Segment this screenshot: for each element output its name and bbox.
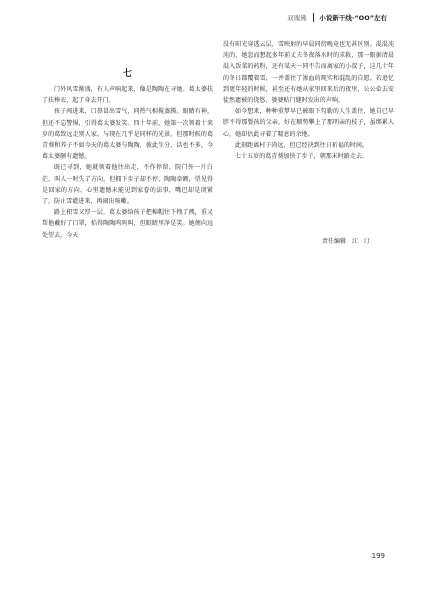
author-name: 双瑰佛: [287, 14, 307, 22]
left-column: [42, 84, 213, 241]
header-divider: [313, 13, 314, 22]
paragraph: 如今想来，种种重梦早已被眼下勾勒的人生盖住，她自已早胖不得那婴孩的父亲，好在顺势攀上了那明亲的枝子，虽绑累人心，她却估此寻着了喘息的余地。: [223, 108, 394, 138]
page-number: 199: [371, 552, 385, 560]
paragraph: 门外风雪渐盛，有人声响起来，像是陶陶在寻她。葛太婆扶了扶棒衣，起了身去开门。: [42, 86, 213, 105]
paragraph: 既已寻到，她就领着他往出走，不作停留。院门外一片白茫，叫人一时失了方向，但拥下步子却不停，陶陶牵额，望见得是回家的方向。心里遗憾未能见到家眷的法事，嘴巴却是闭紧了，防止雪灌进来，再闹出咳嗽。: [42, 164, 213, 206]
right-column: [223, 39, 394, 162]
column-title: 小说新干线·“OO”左右: [319, 14, 387, 22]
paragraph: 此刻距离村子尚远，但已经抉到往日祈福的时间。: [235, 141, 369, 149]
chapter-heading: 七: [122, 69, 132, 79]
paragraph-continued: 没有阳光穿透云层，雪映射的早晨同傍晚竟也无甚区别。混混沌沌的，她忽而想起多年前丈夫冬夜落水时的求救，那一眼据清晨混入饭菜的药粉，还有某天一同不告而离家的小叔子，这几十年的冬日都覆着雪，一并盖住了渗血的现实和混乱的自愿。若追忆到更年轻的时候，甚至还有她从家里回来后的夜里，公公牵去安徒然遗被的侥悠，婆婆贴门缝时发出的声响。: [223, 41, 394, 105]
paragraph: 七十五岁的葛青葵加快了步子，朝那未时路走去。: [235, 153, 369, 161]
paragraph: 孩子闯进来，口鼻冒出雪气，同热气相搅蒸腾。眼睛有神，但还不忘警惕，引得葛太婆发笑。四十年前，她第一次领着十来岁的葛致远走别人家，与现在几乎是同样的光景。但那时候的葛青葵和养子不如今天的葛太婆与陶陶，彼此生分，话也不多，今葛太婆颇有遗憾。: [42, 108, 213, 161]
running-header: [287, 13, 387, 22]
paragraph: 路上积雪又厚一层，葛太婆给孩子把棉帽往下拽了拽，重又帮他戴好了口罩，掐得陶陶呜呜叫，但眼睛里净是笑。她便向远处望去，今天: [42, 209, 213, 239]
editor-credit: 责任编辑 江 汀: [322, 238, 371, 245]
